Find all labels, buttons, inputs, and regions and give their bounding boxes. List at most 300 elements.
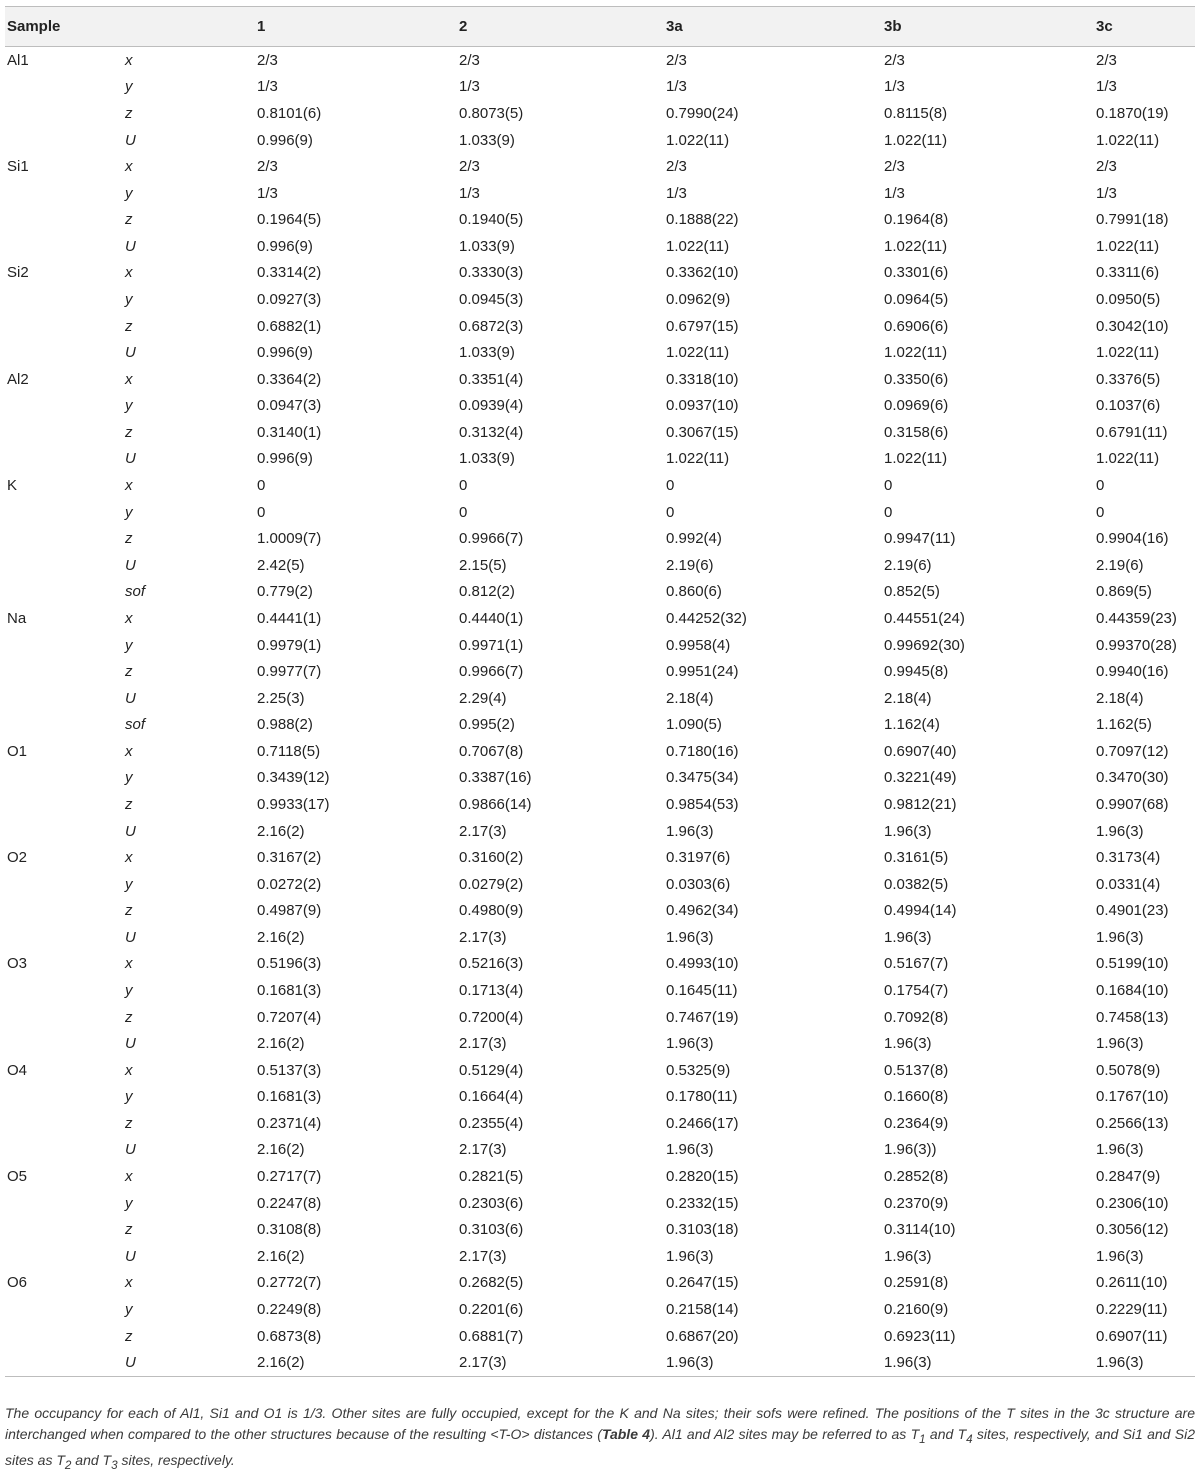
table-row (5, 233, 1195, 260)
value-cell: 0.4993(10) (666, 955, 739, 973)
footnote-text: and T (71, 1451, 112, 1468)
parameter-cell: sof (125, 716, 146, 734)
value-cell: 2.18(4) (1096, 689, 1144, 707)
value-cell: 0.2370(9) (884, 1194, 949, 1212)
value-cell: 0.99370(28) (1096, 636, 1177, 654)
value-cell: 1.96(3) (666, 1247, 714, 1265)
footnote-text: and T (925, 1426, 967, 1442)
site-cell (5, 658, 125, 685)
table-row (5, 579, 1195, 606)
value-cell: 2.17(3) (459, 1035, 507, 1053)
parameter-cell: y (125, 503, 133, 521)
value-cell: 0.3376(5) (1096, 370, 1161, 388)
value-cell: 0.6872(3) (459, 317, 524, 335)
site-cell (5, 552, 125, 579)
value-cell: 0.3140(1) (257, 423, 322, 441)
value-cell: 0.1645(11) (666, 982, 738, 1000)
value-cell: 0.2229(11) (1096, 1300, 1168, 1318)
value-cell: 0.1681(3) (257, 1088, 322, 1106)
site-cell: O6 (7, 1274, 28, 1292)
site-cell: Na (7, 609, 27, 627)
value-cell: 0.44252(32) (666, 609, 747, 627)
parameter-cell: U (125, 1035, 136, 1053)
site-cell (5, 579, 125, 606)
table-row (5, 206, 1195, 233)
value-cell: 0.2466(17) (666, 1114, 739, 1132)
value-cell: 0.9951(24) (666, 663, 739, 681)
value-cell: 0.1681(3) (257, 982, 322, 1000)
parameter-cell: z (125, 1008, 133, 1026)
site-cell (5, 685, 125, 712)
parameter-cell: U (125, 131, 136, 149)
value-cell: 0.9866(14) (459, 795, 532, 813)
value-cell: 0.2201(6) (459, 1300, 524, 1318)
site-cell (5, 1243, 125, 1270)
value-cell: 0.5196(3) (257, 955, 322, 973)
value-cell: 1.96(3) (666, 1035, 714, 1053)
value-cell: 1.033(9) (459, 237, 515, 255)
value-cell: 0.2647(15) (666, 1274, 739, 1292)
value-cell: 0.99692(30) (884, 636, 965, 654)
table-row (5, 419, 1195, 446)
value-cell: 0.6873(8) (257, 1327, 322, 1345)
value-cell: 1.96(3) (884, 1247, 932, 1265)
value-cell: 0.2364(9) (884, 1114, 949, 1132)
site-cell (5, 313, 125, 340)
site-cell (5, 1323, 125, 1350)
footnote-text: The occupancy for each of Al1, Si1 and O1 is 1/3. Other sites are fully occupied, except for the K and Na sites; their sofs were refined. The positions of the T sites in the 3c structure are interchanged when compared to the other structures because of the resulting <T-O> distances ( (5, 1405, 1195, 1442)
value-cell: 0.3103(6) (459, 1221, 524, 1239)
value-cell: 2/3 (1096, 158, 1117, 176)
site-cell (5, 499, 125, 526)
site-cell (5, 419, 125, 446)
value-cell: 0.988(2) (257, 716, 313, 734)
value-cell: 2.25(3) (257, 689, 305, 707)
site-cell (5, 1349, 125, 1376)
value-cell: 1/3 (257, 78, 278, 96)
value-cell: 1.96(3) (666, 1349, 884, 1376)
site-cell (5, 1004, 125, 1031)
table-row (5, 632, 1195, 659)
table-row (5, 791, 1195, 818)
header-cell: 2 (459, 7, 666, 47)
value-cell: 0.9854(53) (666, 795, 739, 813)
value-cell: 1.022(11) (666, 131, 730, 149)
atomic-coordinates-table (5, 6, 1195, 1377)
parameter-cell: y (125, 769, 133, 787)
parameter-cell: U (125, 344, 136, 362)
parameter-cell: x (125, 849, 133, 867)
parameter-cell: y (125, 397, 133, 415)
site-cell (5, 100, 125, 127)
header-cell (125, 7, 257, 47)
value-cell: 0.3161(5) (884, 849, 949, 867)
value-cell: 1.033(9) (459, 344, 515, 362)
table-row (5, 1243, 1195, 1270)
value-cell: 1.96(3) (1096, 1035, 1144, 1053)
footnote-subscript: 3 (111, 1458, 118, 1472)
value-cell: 0.8115(8) (884, 104, 948, 122)
value-cell: 0.2355(4) (459, 1114, 524, 1132)
value-cell: 1/3 (884, 78, 905, 96)
value-cell: 1/3 (257, 184, 278, 202)
value-cell: 0.7990(24) (666, 104, 739, 122)
table-row (5, 552, 1195, 579)
footnote-text: sites, respectively. (117, 1451, 235, 1468)
parameter-cell: y (125, 78, 133, 96)
site-cell (5, 339, 125, 366)
value-cell: 2.16(2) (257, 928, 305, 946)
value-cell: 1.022(11) (1096, 237, 1160, 255)
footnote-subscript: 2 (64, 1458, 72, 1472)
value-cell: 0.5137(3) (257, 1061, 322, 1079)
site-cell (5, 393, 125, 420)
value-cell: 1.96(3) (1096, 1141, 1144, 1159)
parameter-cell: z (125, 104, 133, 122)
parameter-cell: U (125, 928, 136, 946)
value-cell: 0.996(9) (257, 450, 313, 468)
value-cell: 0.7097(12) (1096, 742, 1169, 760)
value-cell: 2.18(4) (884, 689, 932, 707)
table-row (5, 898, 1195, 925)
site-cell: O2 (7, 849, 28, 867)
value-cell: 1.96(3) (884, 822, 932, 840)
value-cell: 0.996(9) (257, 237, 313, 255)
value-cell: 2/3 (666, 51, 687, 69)
value-cell: 2.17(3) (459, 1349, 666, 1376)
value-cell: 0 (1096, 503, 1105, 521)
value-cell: 0.5129(4) (459, 1061, 524, 1079)
value-cell: 0.2821(5) (459, 1168, 524, 1186)
value-cell: 1/3 (1096, 78, 1117, 96)
value-cell: 0.3301(6) (884, 264, 949, 282)
value-cell: 2.16(2) (257, 1247, 305, 1265)
site-cell (5, 791, 125, 818)
value-cell: 0.1964(5) (257, 211, 322, 229)
value-cell: 0.869(5) (1096, 583, 1152, 601)
value-cell: 0.1684(10) (1096, 982, 1169, 1000)
table-row (5, 100, 1195, 127)
parameter-cell: y (125, 290, 133, 308)
value-cell: 0.0331(4) (1096, 875, 1161, 893)
footnote-table-reference[interactable]: Table 4 (601, 1426, 651, 1442)
parameter-cell: x (125, 370, 133, 388)
value-cell: 1.96(3) (666, 822, 714, 840)
value-cell: 0.2247(8) (257, 1194, 322, 1212)
table-row (5, 977, 1195, 1004)
value-cell: 0.7200(4) (459, 1008, 524, 1026)
site-cell (5, 711, 125, 738)
parameter-cell: z (125, 317, 133, 335)
parameter-cell: U (125, 822, 136, 840)
header-cell: 1 (257, 7, 459, 47)
value-cell: 0 (1096, 477, 1105, 495)
value-cell: 0.2591(8) (884, 1274, 949, 1292)
parameter-cell: z (125, 663, 133, 681)
value-cell: 0.3439(12) (257, 769, 330, 787)
value-cell: 0.5325(9) (666, 1061, 731, 1079)
parameter-cell: y (125, 1194, 133, 1212)
value-cell: 0.9945(8) (884, 663, 949, 681)
value-cell: 0 (666, 503, 675, 521)
value-cell: 0.7207(4) (257, 1008, 322, 1026)
table-row (5, 153, 1195, 180)
value-cell: 0.3364(2) (257, 370, 322, 388)
parameter-cell: z (125, 530, 133, 548)
value-cell: 0.860(6) (666, 583, 722, 601)
value-cell: 0.1037(6) (1096, 397, 1161, 415)
table-row (5, 499, 1195, 526)
site-cell (5, 180, 125, 207)
site-cell (5, 525, 125, 552)
value-cell: 0.2303(6) (459, 1194, 524, 1212)
value-cell: 0.3167(2) (257, 849, 322, 867)
value-cell: 1.022(11) (1096, 344, 1160, 362)
table-row (5, 1030, 1195, 1057)
value-cell: 0.2717(7) (257, 1168, 322, 1186)
table-row (5, 1296, 1195, 1323)
site-cell: K (7, 477, 18, 495)
value-cell: 0.3475(34) (666, 769, 739, 787)
site-cell: Si2 (7, 264, 29, 282)
site-cell (5, 1110, 125, 1137)
value-cell: 0.3042(10) (1096, 317, 1169, 335)
value-cell: 0.4980(9) (459, 902, 524, 920)
value-cell: 0 (884, 477, 893, 495)
value-cell: 0.44359(23) (1096, 609, 1177, 627)
table-row (5, 1163, 1195, 1190)
value-cell: 0.3314(2) (257, 264, 322, 282)
table-row (5, 366, 1195, 393)
value-cell: 0.3067(15) (666, 423, 739, 441)
site-cell (5, 1084, 125, 1111)
value-cell: 0.3318(10) (666, 370, 739, 388)
value-cell: 0.1780(11) (666, 1088, 738, 1106)
parameter-cell: U (125, 1349, 257, 1376)
value-cell: 0.7118(5) (257, 742, 321, 760)
site-cell (5, 924, 125, 951)
value-cell: 0.9947(11) (884, 530, 956, 548)
value-cell: 0.852(5) (884, 583, 940, 601)
value-cell: 1.96(3) (1096, 822, 1144, 840)
parameter-cell: x (125, 1061, 133, 1079)
site-cell (5, 286, 125, 313)
table-row (5, 446, 1195, 473)
value-cell: 0.1767(10) (1096, 1088, 1169, 1106)
site-cell (5, 74, 125, 101)
parameter-cell: U (125, 689, 136, 707)
table-row (5, 74, 1195, 101)
value-cell: 0.0964(5) (884, 290, 949, 308)
value-cell: 0.5216(3) (459, 955, 524, 973)
value-cell: 0.995(2) (459, 716, 515, 734)
table-row (5, 685, 1195, 712)
value-cell: 1/3 (666, 78, 687, 96)
value-cell: 1/3 (884, 184, 905, 202)
value-cell: 0.3108(8) (257, 1221, 322, 1239)
table-row (5, 525, 1195, 552)
value-cell: 1.022(11) (666, 450, 730, 468)
value-cell: 0.3132(4) (459, 423, 524, 441)
value-cell: 0.992(4) (666, 530, 722, 548)
value-cell: 0.7467(19) (666, 1008, 739, 1026)
value-cell: 1.96(3) (884, 1035, 932, 1053)
site-cell (5, 1137, 125, 1164)
value-cell: 0.3470(30) (1096, 769, 1169, 787)
parameter-cell: y (125, 982, 133, 1000)
value-cell: 0.9958(4) (666, 636, 731, 654)
table-row (5, 844, 1195, 871)
site-cell (5, 765, 125, 792)
value-cell: 0.7458(13) (1096, 1008, 1169, 1026)
value-cell: 1.022(11) (884, 131, 948, 149)
table-row (5, 605, 1195, 632)
table-row (5, 818, 1195, 845)
site-cell (5, 233, 125, 260)
value-cell: 0.2847(9) (1096, 1168, 1161, 1186)
site-cell: O4 (7, 1061, 28, 1079)
table-row (5, 393, 1195, 420)
value-cell: 1/3 (459, 78, 480, 96)
value-cell: 1/3 (666, 184, 687, 202)
value-cell: 2.42(5) (257, 556, 305, 574)
value-cell: 0.4987(9) (257, 902, 322, 920)
header-cell: 3b (884, 7, 1096, 47)
table-row (5, 180, 1195, 207)
value-cell: 2/3 (666, 158, 687, 176)
value-cell: 0.3362(10) (666, 264, 739, 282)
parameter-cell: z (125, 795, 133, 813)
site-cell (5, 1030, 125, 1057)
table-row (5, 1084, 1195, 1111)
value-cell: 0.8073(5) (459, 104, 524, 122)
table-row (5, 313, 1195, 340)
value-cell: 0 (884, 503, 893, 521)
table-body (5, 47, 1195, 1377)
value-cell: 0.9971(1) (459, 636, 524, 654)
parameter-cell: y (125, 1088, 133, 1106)
value-cell: 0.9966(7) (459, 530, 524, 548)
value-cell: 1.033(9) (459, 131, 515, 149)
value-cell: 2.16(2) (257, 1035, 305, 1053)
value-cell: 0.6881(7) (459, 1327, 524, 1345)
value-cell: 0.0303(6) (666, 875, 731, 893)
table-row (5, 1137, 1195, 1164)
value-cell: 1.090(5) (666, 716, 722, 734)
value-cell: 1/3 (1096, 184, 1117, 202)
value-cell: 1.022(11) (1096, 131, 1160, 149)
site-cell (5, 1190, 125, 1217)
parameter-cell: x (125, 51, 133, 69)
value-cell: 0.9904(16) (1096, 530, 1169, 548)
parameter-cell: U (125, 1141, 136, 1159)
parameter-cell: U (125, 450, 136, 468)
value-cell: 2.18(4) (666, 689, 714, 707)
value-cell: 0.4962(34) (666, 902, 739, 920)
value-cell: 0.5199(10) (1096, 955, 1169, 973)
site-cell (5, 818, 125, 845)
value-cell: 1.96(3) (666, 928, 714, 946)
value-cell: 0.7991(18) (1096, 211, 1169, 229)
value-cell: 0.2332(15) (666, 1194, 739, 1212)
site-cell (5, 632, 125, 659)
value-cell: 0.2820(15) (666, 1168, 739, 1186)
parameter-cell: U (125, 556, 136, 574)
parameter-cell: y (125, 184, 133, 202)
value-cell: 0.4901(23) (1096, 902, 1169, 920)
value-cell: 0.3311(6) (1096, 264, 1160, 282)
value-cell: 2.16(2) (257, 1141, 305, 1159)
value-cell: 2/3 (257, 158, 278, 176)
value-cell: 1.96(3) (666, 1141, 714, 1159)
value-cell: 0.3173(4) (1096, 849, 1161, 867)
value-cell: 0.1888(22) (666, 211, 739, 229)
value-cell: 2/3 (1096, 51, 1117, 69)
value-cell: 2.16(2) (257, 822, 305, 840)
value-cell: 0.9979(1) (257, 636, 322, 654)
value-cell: 2.19(6) (1096, 556, 1144, 574)
value-cell: 0.7180(16) (666, 742, 739, 760)
parameter-cell: z (125, 1327, 133, 1345)
value-cell: 0 (257, 477, 266, 495)
table-row (5, 260, 1195, 287)
parameter-cell: y (125, 636, 133, 654)
header-cell: 3a (666, 7, 884, 47)
value-cell: 0.3114(10) (884, 1221, 956, 1239)
table-row (5, 765, 1195, 792)
value-cell: 0.6907(40) (884, 742, 957, 760)
table-row (5, 1190, 1195, 1217)
table-row (5, 1004, 1195, 1031)
value-cell: 2.16(2) (257, 1349, 459, 1376)
header-cell: 3c (1096, 7, 1195, 47)
value-cell: 0.3330(3) (459, 264, 524, 282)
table-row (5, 1216, 1195, 1243)
value-cell: 0.5167(7) (884, 955, 949, 973)
value-cell: 0.2682(5) (459, 1274, 524, 1292)
table-header-row (5, 7, 1195, 47)
value-cell: 2.17(3) (459, 822, 507, 840)
value-cell: 0.7067(8) (459, 742, 524, 760)
value-cell: 0.3160(2) (459, 849, 524, 867)
table-footnote (5, 1403, 1195, 1476)
table-row (5, 871, 1195, 898)
value-cell: 0.6797(15) (666, 317, 739, 335)
table-row (5, 711, 1195, 738)
value-cell: 1.0009(7) (257, 530, 322, 548)
footnote-text: ). Al1 and Al2 sites may be referred to as T (650, 1426, 920, 1442)
parameter-cell: x (125, 1274, 133, 1292)
value-cell: 0.2371(4) (257, 1114, 322, 1132)
value-cell: 2.17(3) (459, 1141, 507, 1159)
value-cell: 0.1964(8) (884, 211, 949, 229)
value-cell: 2/3 (884, 51, 905, 69)
site-cell (5, 1216, 125, 1243)
value-cell: 0.5078(9) (1096, 1061, 1161, 1079)
value-cell: 0 (666, 477, 675, 495)
value-cell: 0.2160(9) (884, 1300, 949, 1318)
parameter-cell: sof (125, 583, 146, 601)
value-cell: 2.19(6) (666, 556, 714, 574)
value-cell: 1.96(3)) (884, 1141, 937, 1159)
value-cell: 2.19(6) (884, 556, 932, 574)
table-row (5, 339, 1195, 366)
value-cell: 0.1754(7) (884, 982, 949, 1000)
value-cell: 2/3 (257, 51, 278, 69)
value-cell: 0.2249(8) (257, 1300, 322, 1318)
value-cell: 0.0279(2) (459, 875, 524, 893)
value-cell: 1.96(3) (1096, 1349, 1195, 1376)
